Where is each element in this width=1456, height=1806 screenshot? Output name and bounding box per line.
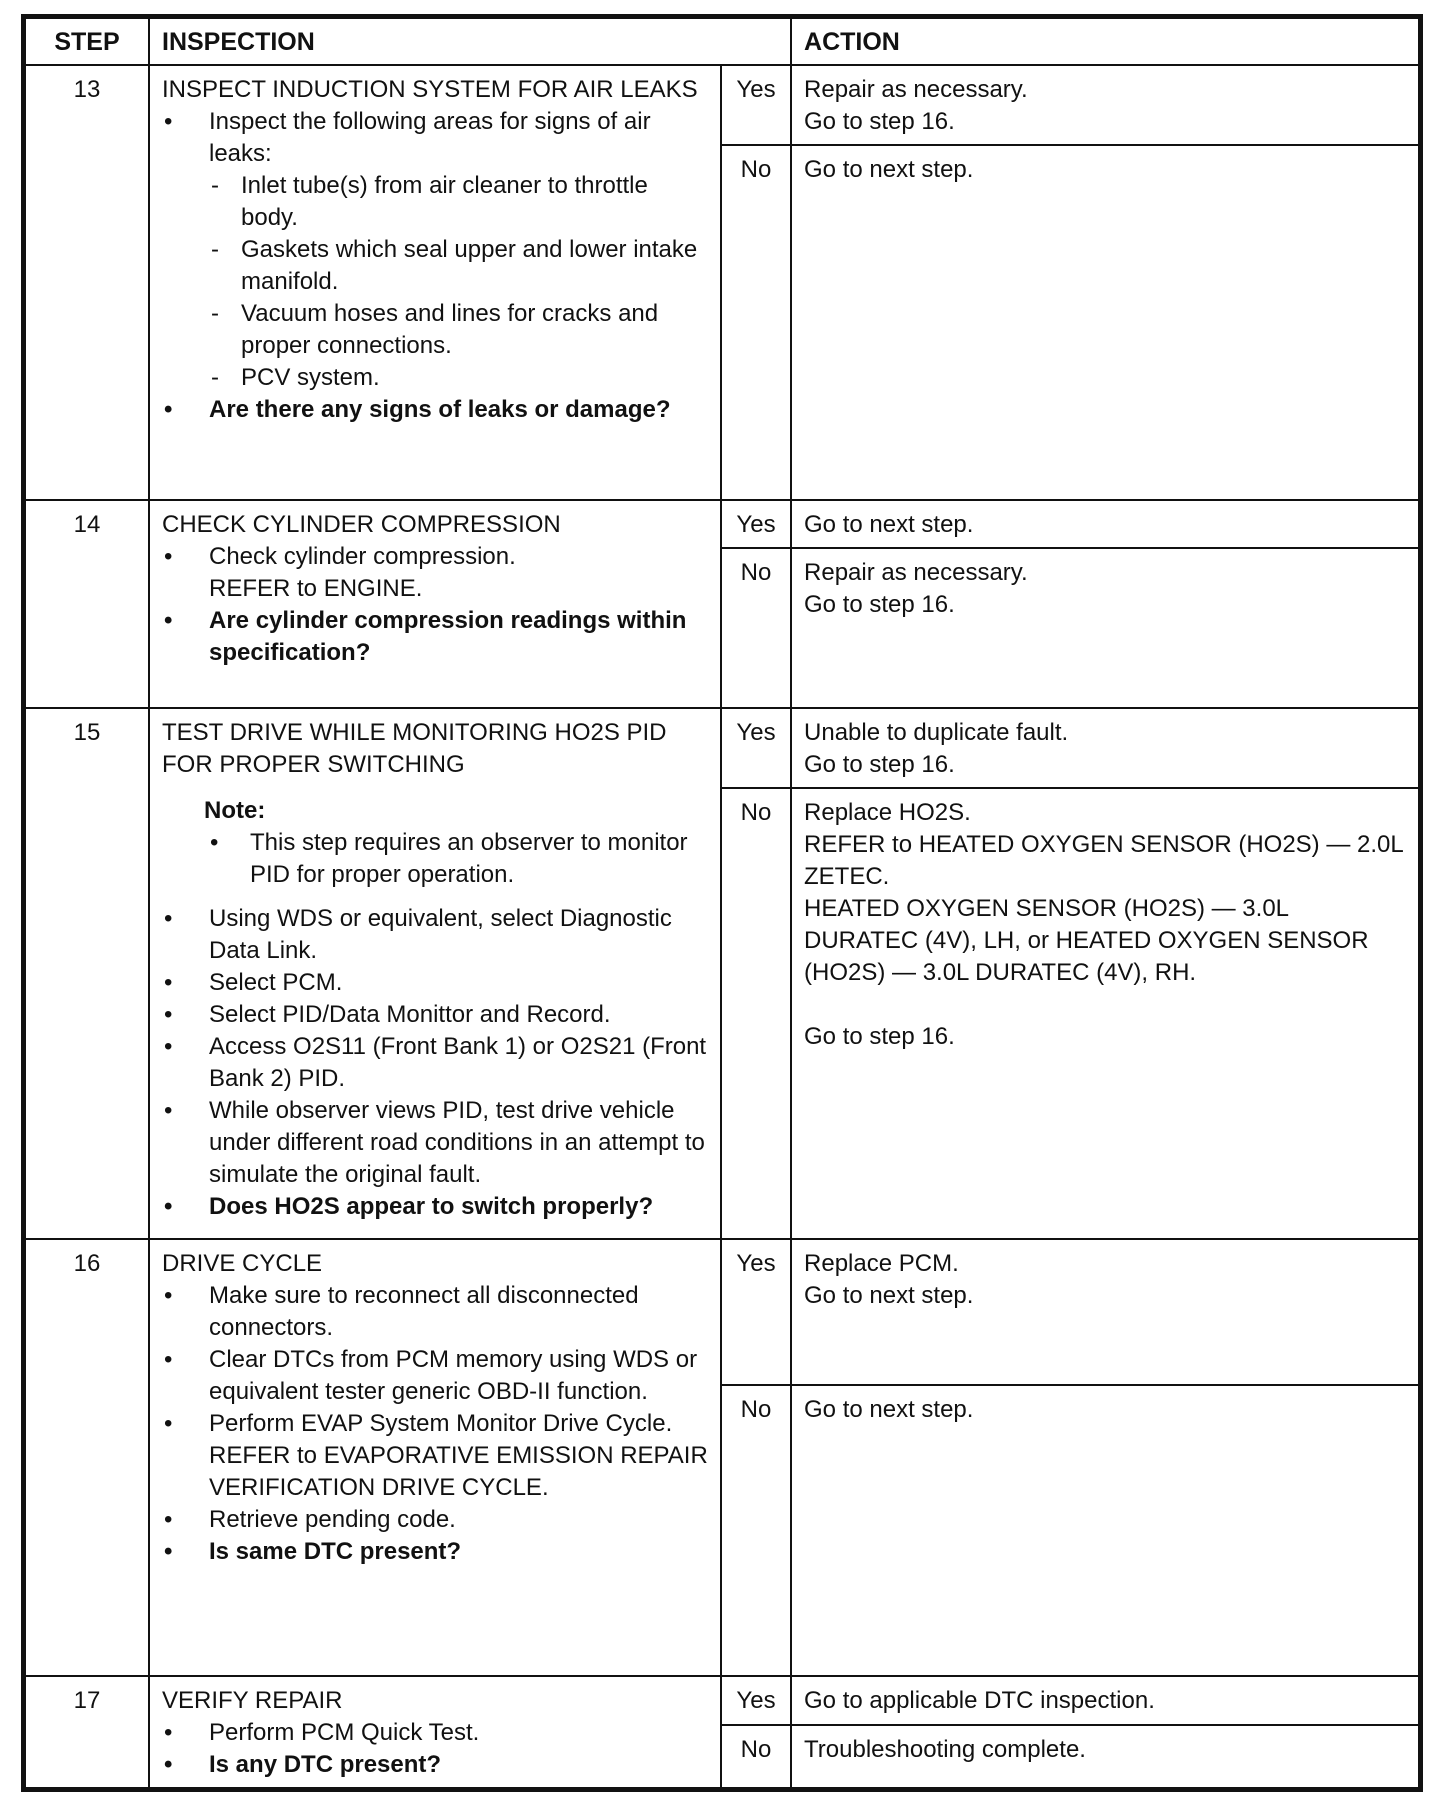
sub-item: - Gaskets which seal upper and lower intake manifold. <box>209 234 708 298</box>
action-line: HEATED OXYGEN SENSOR (HO2S) — 3.0L DURATEC (4V), LH, or HEATED OXYGEN SENSOR (HO2S) — 3.0L DURATEC (4V), RH. <box>804 895 1369 987</box>
action-line: Go to applicable DTC inspection. <box>804 1686 1155 1714</box>
header-step: STEP <box>25 18 149 65</box>
step-title: INSPECT INDUCTION SYSTEM FOR AIR LEAKS <box>162 76 698 103</box>
sub-item: - Vacuum hoses and lines for cracks and proper connections. <box>209 298 708 362</box>
sub-item: - Inlet tube(s) from air cleaner to throttle body. <box>209 170 708 234</box>
step-question: • Are cylinder compression readings within specification? <box>162 605 708 669</box>
action-line: Go to next step. <box>804 510 974 538</box>
step-13-yes-row <box>25 65 1419 145</box>
no-label: No <box>721 1725 791 1788</box>
header-inspection: INSPECTION <box>149 18 791 65</box>
action-line: Repair as necessary. <box>804 76 1028 103</box>
action-yes <box>791 65 1419 145</box>
list-item <box>162 106 708 394</box>
yes-label: Yes <box>721 65 791 145</box>
list-item <box>162 541 708 605</box>
action-yes <box>791 500 1419 548</box>
step-title: TEST DRIVE WHILE MONITORING HO2S PID FOR PROPER SWITCHING <box>162 719 667 779</box>
step-inspection <box>149 65 721 500</box>
note-title: Note: <box>204 797 266 825</box>
list-item <box>162 1408 708 1504</box>
step-number: 14 <box>25 500 149 708</box>
list-item: • Select PCM. <box>162 967 708 999</box>
no-label: No <box>721 1385 791 1676</box>
action-no <box>791 548 1419 708</box>
action-line: Repair as necessary. <box>804 558 1028 586</box>
action-yes <box>791 1676 1419 1725</box>
action-line: Unable to duplicate fault. <box>804 719 1069 747</box>
yes-label: Yes <box>721 1676 791 1725</box>
yes-label: Yes <box>721 1239 791 1385</box>
bullet-text: REFER to ENGINE. <box>209 574 423 602</box>
action-line: Go to next step. <box>804 1396 974 1424</box>
note-item: • This step requires an observer to monitor PID for proper operation. <box>204 827 708 891</box>
step-inspection <box>149 708 721 1239</box>
bullet-text: REFER to EVAPORATIVE EMISSION REPAIR VERIFICATION DRIVE CYCLE. <box>209 1441 708 1501</box>
action-yes <box>791 1239 1419 1385</box>
step-inspection <box>149 500 721 708</box>
step-title: CHECK CYLINDER COMPRESSION <box>162 510 561 538</box>
step-number: 13 <box>25 65 149 500</box>
list-item: • Using WDS or equivalent, select Diagnostic Data Link. <box>162 903 708 967</box>
action-yes <box>791 708 1419 788</box>
bullet-text: • Check cylinder compression. <box>209 542 516 570</box>
action-line: Replace HO2S. <box>804 799 971 827</box>
list-item: • While observer views PID, test drive vehicle under different road conditions in an attempt to simulate the original fault. <box>162 1095 708 1191</box>
action-no <box>791 145 1419 500</box>
action-line: Go to step 16. <box>804 590 955 618</box>
header-action: ACTION <box>791 18 1419 65</box>
action-no <box>791 1725 1419 1788</box>
no-label: No <box>721 788 791 1239</box>
no-label: No <box>721 145 791 500</box>
list-item: • Access O2S11 (Front Bank 1) or O2S21 (Front Bank 2) PID. <box>162 1031 708 1095</box>
list-item: • Perform PCM Quick Test. <box>162 1717 708 1749</box>
action-no <box>791 1385 1419 1676</box>
diagnostic-table <box>24 17 1420 1789</box>
bullet-text: Inspect the following areas for signs of air leaks: <box>209 108 651 167</box>
yes-label: Yes <box>721 500 791 548</box>
step-number: 17 <box>25 1676 149 1788</box>
step-question: • Are there any signs of leaks or damage? <box>162 394 708 426</box>
step-title: DRIVE CYCLE <box>162 1249 323 1277</box>
sub-item: - PCV system. <box>209 362 708 394</box>
header-row <box>25 18 1419 65</box>
step-question: • Is any DTC present? <box>162 1749 708 1781</box>
step-title: VERIFY REPAIR <box>162 1686 343 1714</box>
bullet-text: • Perform EVAP System Monitor Drive Cycle. <box>209 1409 673 1437</box>
step-16-yes-row <box>25 1239 1419 1385</box>
step-number: 16 <box>25 1239 149 1676</box>
step-15-yes-row <box>25 708 1419 788</box>
action-line: Go to next step. <box>804 156 974 184</box>
step-inspection <box>149 1239 721 1676</box>
action-line: Go to step 16. <box>804 751 955 779</box>
list-item: • Select PID/Data Monittor and Record. <box>162 999 708 1031</box>
action-no <box>791 788 1419 1239</box>
step-question: • Does HO2S appear to switch properly? <box>162 1191 708 1223</box>
step-17-yes-row <box>25 1676 1419 1725</box>
list-item: • Make sure to reconnect all disconnected connectors. <box>162 1280 708 1344</box>
note-box <box>204 795 708 891</box>
step-14-yes-row <box>25 500 1419 548</box>
action-line: Troubleshooting complete. <box>804 1735 1086 1763</box>
diagnostic-table-page <box>21 14 1423 1792</box>
action-line: REFER to HEATED OXYGEN SENSOR (HO2S) — 2.0L ZETEC. <box>804 831 1403 891</box>
action-line: Go to step 16. <box>804 108 955 135</box>
action-line: Go to step 16. <box>804 1023 955 1051</box>
step-question: • Is same DTC present? <box>162 1536 708 1568</box>
step-number: 15 <box>25 708 149 1239</box>
action-line: Replace PCM. <box>804 1249 959 1277</box>
list-item: • Clear DTCs from PCM memory using WDS or equivalent tester generic OBD-II function. <box>162 1344 708 1408</box>
step-inspection <box>149 1676 721 1788</box>
yes-label: Yes <box>721 708 791 788</box>
action-line: Go to next step. <box>804 1281 974 1309</box>
list-item: • Retrieve pending code. <box>162 1504 708 1536</box>
no-label: No <box>721 548 791 708</box>
